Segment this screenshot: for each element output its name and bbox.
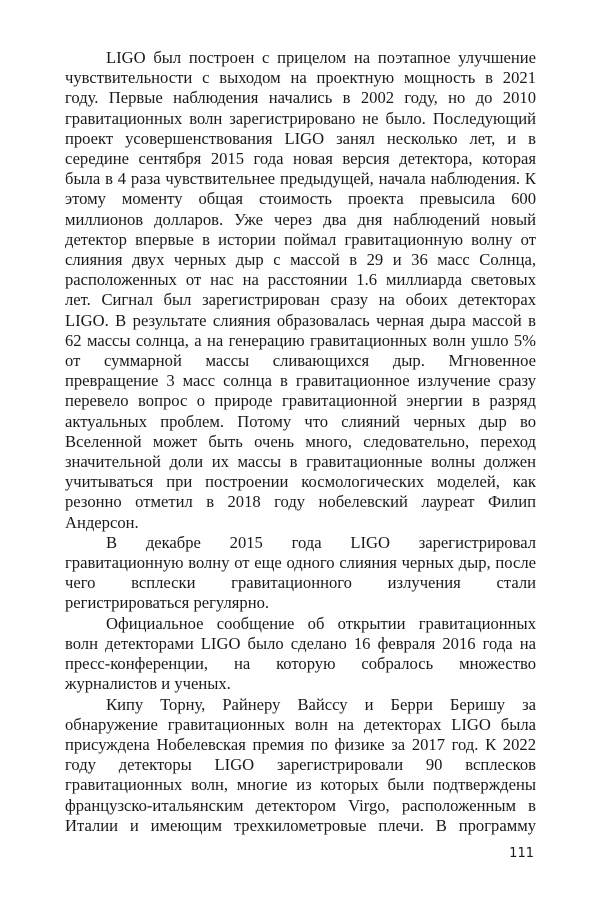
text-line: LIGO. В результате слияния образовалась черная дыра массой в — [65, 310, 536, 330]
text-line: резонно отметил в 2018 году нобелевский лауреат Филип — [65, 492, 536, 512]
text-line: перевело вопрос о природе гравитационной энергии в разряд — [65, 391, 536, 411]
text-line: присуждена Нобелевская премия по физике за 2017 год. К 2022 — [65, 734, 536, 754]
text-line: от суммарной массы сливающихся дыр. Мгновенное — [65, 351, 536, 371]
text-line: этому моменту общая стоимость проекта превысила 600 — [65, 189, 536, 209]
text-line: гравитационных волн, многие из которых были подтверждены — [65, 775, 536, 795]
text-line: превращение 3 масс солнца в гравитационное излучение сразу — [65, 371, 536, 391]
text-line: значительной доли их массы в гравитационные волны должен — [65, 452, 536, 472]
text-line: регистрироваться регулярно. — [65, 593, 270, 613]
text-line: журналистов и ученых. — [65, 674, 231, 694]
text-line: 62 массы солнца, а на генерацию гравитационных волн ушло 5% — [65, 330, 536, 350]
text-line: лет. Сигнал был зарегистрирован сразу на обоих детекторах — [65, 290, 536, 310]
paragraph — [65, 533, 536, 614]
text-line: расположенных от нас на расстоянии 1.6 миллиарда световых — [65, 270, 536, 290]
text-line: Кипу Торну, Райнеру Вайссу и Берри Беришу за — [106, 694, 536, 714]
text-line: году. Первые наблюдения начались в 2002 году, но до 2010 — [65, 88, 536, 108]
paragraph — [65, 695, 536, 836]
text-line: актуальных проблем. Потому что слияний черных дыр во — [65, 411, 536, 431]
text-line: учитываться при построении космологических моделей, как — [65, 472, 536, 492]
text-line: году детекторы LIGO зарегистрировали 90 всплесков — [65, 755, 536, 775]
text-line: была в 4 раза чувствительнее предыдущей, начала наблюдения. К — [65, 169, 536, 189]
text-line: середине сентября 2015 года новая версия детектора, которая — [65, 149, 536, 169]
text-line: французско-итальянским детектором Virgo, расположенным в — [65, 795, 536, 815]
paragraph — [65, 48, 536, 533]
text-line: Италии и имеющим трехкилометровые плечи. В программу — [65, 815, 536, 835]
text-line: обнаружение гравитационных волн на детекторах LIGO была — [65, 714, 536, 734]
text-line: миллионов долларов. Уже через два дня наблюдений новый — [65, 209, 536, 229]
page-number: 111 — [509, 846, 534, 861]
text-line: проект усовершенствования LIGO занял несколько лет, и в — [65, 128, 536, 148]
text-line: Официальное сообщение об открытии гравитационных — [106, 613, 536, 633]
text-line: гравитационную волну от еще одного слияния черных дыр, после — [65, 553, 536, 573]
text-line: Андерсон. — [65, 512, 139, 532]
text-line: гравитационных волн зарегистрировано не было. Последующий — [65, 108, 536, 128]
text-line: чувствительности с выходом на проектную мощность в 2021 — [65, 68, 536, 88]
text-line: детектор впервые в истории поймал гравитационную волну от — [65, 229, 536, 249]
paragraph — [65, 614, 536, 695]
text-line: волн детекторами LIGO было сделано 16 февраля 2016 года на — [65, 633, 536, 653]
text-line: пресс-конференции, на которую собралось множество — [65, 654, 536, 674]
text-line: чего всплески гравитационного излучения стали — [65, 573, 536, 593]
text-line: В декабре 2015 года LIGO зарегистрировал — [106, 532, 536, 552]
text-line: Вселенной может быть очень много, следовательно, переход — [65, 431, 536, 451]
page-body — [65, 48, 536, 836]
text-line: LIGO был построен с прицелом на поэтапное улучшение — [106, 48, 536, 67]
text-line: слияния двух черных дыр с массой в 29 и 36 масс Солнца, — [65, 250, 536, 270]
